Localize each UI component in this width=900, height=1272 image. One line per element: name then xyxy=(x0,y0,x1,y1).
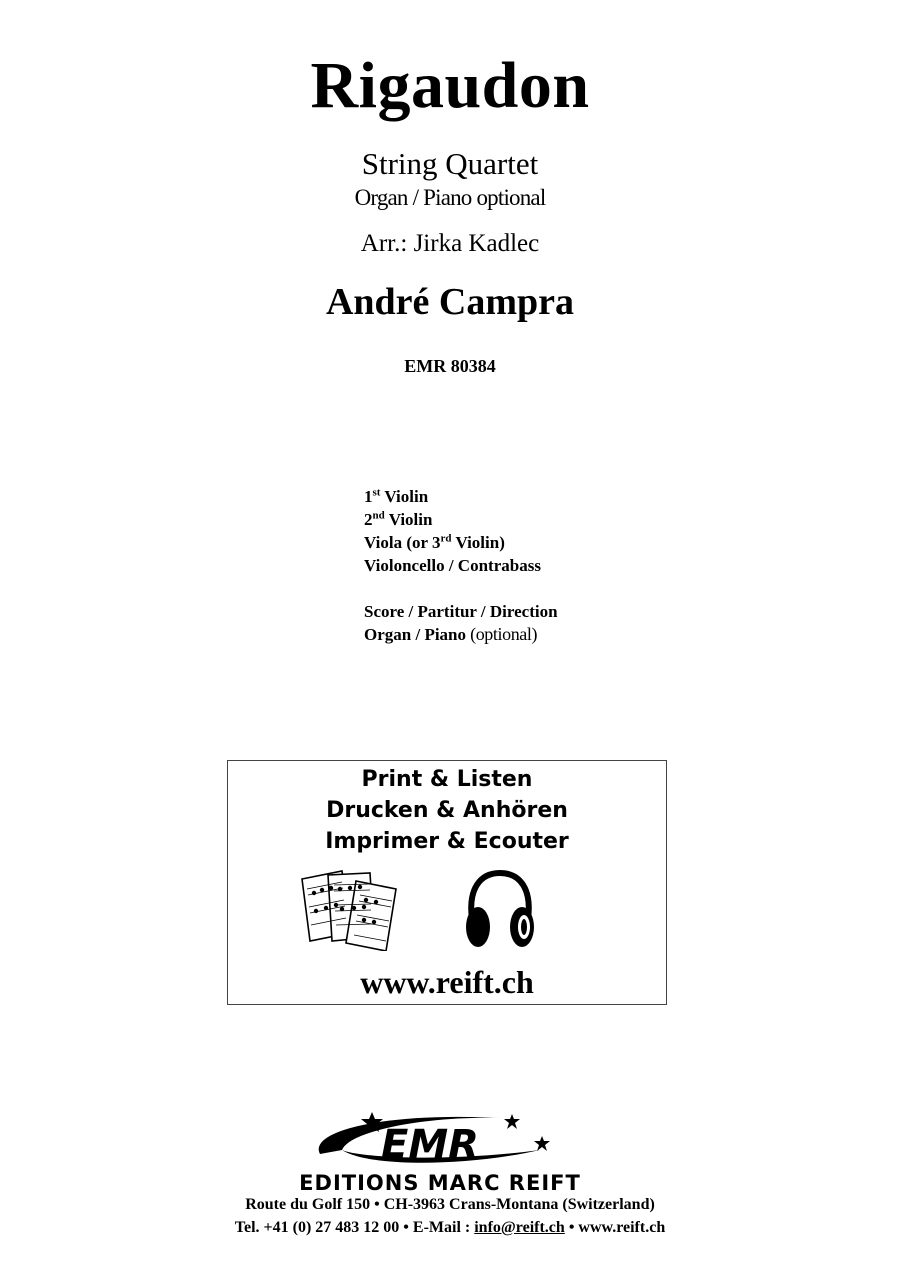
promo-website-link[interactable]: www.reift.ch xyxy=(360,964,534,1000)
parts-list xyxy=(364,485,541,577)
print-listen-box xyxy=(227,760,667,1005)
sheet-music-icon xyxy=(298,867,410,951)
emr-logo xyxy=(250,1106,650,1196)
part-score: Score / Partitur / Direction xyxy=(364,602,558,621)
catalog-number: EMR 80384 xyxy=(404,356,496,376)
website-link[interactable]: • www.reift.ch xyxy=(564,1219,666,1236)
composer: André Campra xyxy=(325,281,575,323)
promo-line-german: Drucken & Anhören xyxy=(326,798,568,823)
email-link[interactable]: info@reift.ch xyxy=(474,1219,565,1236)
part-organ-piano: Organ / Piano (optional) xyxy=(364,624,538,644)
promo-line-english: Print & Listen xyxy=(361,767,533,792)
promo-line-french: Imprimer & Ecouter xyxy=(325,829,569,854)
instrumentation-note: Organ / Piano optional xyxy=(354,185,546,210)
part-second-violin: 2nd Violin xyxy=(364,509,433,529)
headphones-icon xyxy=(464,869,536,951)
page-title: Rigaudon xyxy=(310,49,590,122)
part-violoncello: Violoncello / Contrabass xyxy=(364,556,541,575)
publisher-contact: Tel. +41 (0) 27 483 12 00 • E-Mail : info@reift.ch • www.reift.ch xyxy=(234,1219,666,1236)
part-first-violin: 1st Violin xyxy=(364,486,429,506)
logo-text: EMR xyxy=(381,1122,479,1168)
arranger: Arr.: Jirka Kadlec xyxy=(360,230,540,257)
subtitle: String Quartet xyxy=(361,146,539,181)
publisher-name: EDITIONS MARC REIFT xyxy=(299,1171,581,1195)
part-viola: Viola (or 3rd Violin) xyxy=(364,532,505,552)
parts-list-extra xyxy=(364,600,558,646)
publisher-address: Route du Golf 150 • CH-3963 Crans-Montana (Switzerland) xyxy=(245,1196,655,1213)
